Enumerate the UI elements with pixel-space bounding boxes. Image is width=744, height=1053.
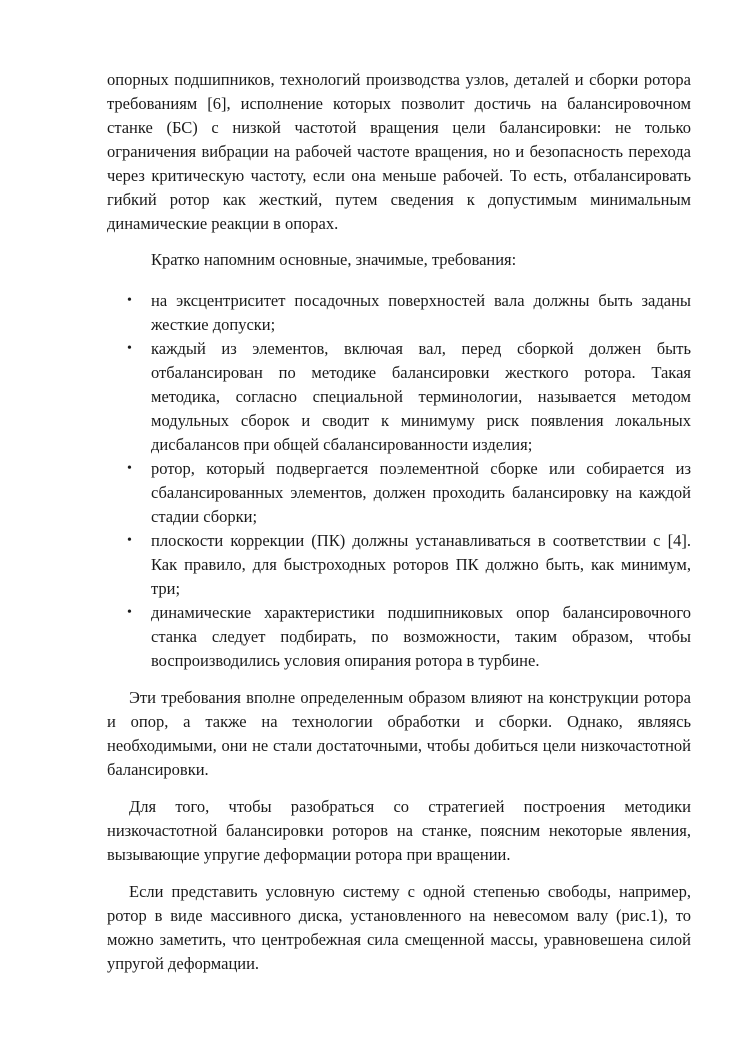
requirements-intro: Кратко напомним основные, значимые, требования:	[151, 250, 517, 269]
paragraph-requirements-effect: Эти требования вполне определенным образом влияют на конструкции ротора и опор, а также на технологии обработки и сборки. Однако, являясь необходимыми, они не стали достаточными, чтобы добиться цели низкочастотной балансировки.	[107, 688, 691, 779]
bullet-icon: •	[127, 605, 132, 620]
paragraph-strategy: Для того, чтобы разобраться со стратегией построения методики низкочастотной балансировки роторов на станке, поясним некоторые явления, вызывающие упругие деформации ротора при вращении.	[107, 797, 691, 864]
requirements-list	[107, 289, 691, 673]
list-item-text: ротор, который подвергается поэлементной сборке или собирается из сбалансированных элементов, должен проходить балансировку на каждой стадии сборки;	[151, 459, 691, 526]
paragraph-single-dof-system: Если представить условную систему с одной степенью свободы, например, ротор в виде массивного диска, установленного на невесомом валу (рис.1), то можно заметить, что центробежная сила смещенной массы, уравновешена силой упругой деформации.	[107, 882, 691, 973]
document-page	[107, 68, 691, 976]
bullet-icon: •	[127, 341, 132, 356]
bullet-icon: •	[127, 293, 132, 308]
list-item	[107, 337, 691, 457]
paragraph-continuation: опорных подшипников, технологий производства узлов, деталей и сборки ротора требованиям [6], исполнение которых позволит достичь на балансировочном станке (БС) с низкой частотой вращения цели балансировки: не только ограничения вибрации на рабочей частоте вращения, но и безопасность перехода через критическую частоту, если она меньше рабочей. То есть, отбалансировать гибкий ротор как жесткий, путем сведения к допустимым минимальным динамические реакции в опорах.	[107, 70, 691, 233]
list-item	[107, 601, 691, 673]
list-item-text: каждый из элементов, включая вал, перед сборкой должен быть отбалансирован по методике балансировки жесткого ротора. Такая методика, согласно специальной терминологии, называется методом модульных сборок и сводит к минимуму риск появления локальных дисбалансов при общей сбалансированности изделия;	[151, 339, 691, 454]
list-item-text: плоскости коррекции (ПК) должны устанавливаться в соответствии с [4]. Как правило, для быстроходных роторов ПК должно быть, как минимум, три;	[151, 531, 691, 598]
bullet-icon: •	[127, 461, 132, 476]
list-item	[107, 457, 691, 529]
list-item-text: на эксцентриситет посадочных поверхностей вала должны быть заданы жесткие допуски;	[151, 291, 691, 334]
bullet-icon: •	[127, 533, 132, 548]
list-item-text: динамические характеристики подшипниковых опор балансировочного станка следует подбирать, по возможности, таким образом, чтобы воспроизводились условия опирания ротора в турбине.	[151, 603, 691, 670]
list-item	[107, 529, 691, 601]
list-item	[107, 289, 691, 337]
